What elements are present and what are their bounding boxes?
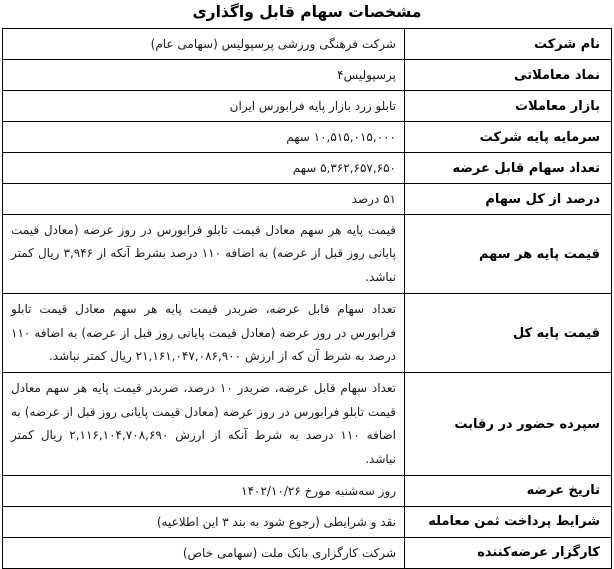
- table-row: [3, 184, 612, 215]
- table-row: [3, 215, 612, 294]
- row-value: نقد و شرایطی (رجوع شود به بند ۳ این اطلاعیه): [3, 506, 405, 537]
- row-label: درصد از کل سهام: [405, 184, 612, 215]
- row-value: تعداد سهام قابل عرضه، ضربدر ۱۰ درصد، ضربدر قیمت پایه هر سهم معادل قیمت تابلو فرابورس در روز عرضه (معادل قیمت پایانی روز قبل از عرضه) به اضافه ۱۱۰ درصد به شرط آنکه از ارزش ۲,۱۱۶,۱۰۴,۷۰۸,۶۹۰ ریال کمتر نباشد.: [3, 373, 405, 476]
- table-row: [3, 29, 612, 60]
- row-label: کارگزار عرضه‌کننده: [405, 537, 612, 568]
- row-label: قیمت پایه کل: [405, 294, 612, 373]
- row-value: پرسپولیس۴: [3, 60, 405, 91]
- row-value: شرکت کارگزاری بانک ملت (سهامی خاص): [3, 537, 405, 568]
- share-specs-table: [2, 28, 612, 569]
- row-value: ۱۰,۵۱۵,۰۱۵,۰۰۰ سهم: [3, 122, 405, 153]
- row-label: سرمایه پایه شرکت: [405, 122, 612, 153]
- table-row: [3, 60, 612, 91]
- row-label: قیمت پایه هر سهم: [405, 215, 612, 294]
- table-row: [3, 294, 612, 373]
- row-value: روز سه‌شنبه مورخ ۱۴۰۲/۱۰/۲۶: [3, 475, 405, 506]
- row-label: شرایط پرداخت ثمن معامله: [405, 506, 612, 537]
- table-row: [3, 475, 612, 506]
- row-label: نام شرکت: [405, 29, 612, 60]
- row-value: ۵,۳۶۲,۶۵۷,۶۵۰ سهم: [3, 153, 405, 184]
- table-row: [3, 122, 612, 153]
- row-label: تعداد سهام قابل عرضه: [405, 153, 612, 184]
- row-value: قیمت پایه هر سهم معادل قیمت تابلو فرابورس در روز عرضه (معادل قیمت پایانی روز قبل از عرضه) به اضافه ۱۱۰ درصد بشرط آنکه از ۳,۹۴۶ ریال کمتر نباشد.: [3, 215, 405, 294]
- row-label: تاریخ عرضه: [405, 475, 612, 506]
- table-row: [3, 506, 612, 537]
- table-row: [3, 373, 612, 476]
- row-value: تعداد سهام قابل عرضه، ضربدر قیمت پایه هر سهم معادل قیمت تابلو فرابورس در روز عرضه (معادل قیمت پایانی روز قبل از عرضه) به اضافه ۱۱۰ درصد به شرط آن که از ارزش ۲۱,۱۶۱,۰۴۷,۰۸۶,۹۰۰ ریال کمتر نباشد.: [3, 294, 405, 373]
- row-value: ۵۱ درصد: [3, 184, 405, 215]
- row-label: سپرده حضور در رقابت: [405, 373, 612, 476]
- row-label: نماد معاملاتی: [405, 60, 612, 91]
- row-value: شرکت فرهنگی ورزشی پرسپولیس (سهامی عام): [3, 29, 405, 60]
- table-row: [3, 537, 612, 568]
- row-value: تابلو زرد بازار پایه فرابورس ایران: [3, 91, 405, 122]
- share-specs-table-body: [3, 29, 612, 569]
- row-label: بازار معاملات: [405, 91, 612, 122]
- page-title: مشخصات سهام قابل واگذاری: [192, 3, 422, 21]
- table-row: [3, 153, 612, 184]
- table-row: [3, 91, 612, 122]
